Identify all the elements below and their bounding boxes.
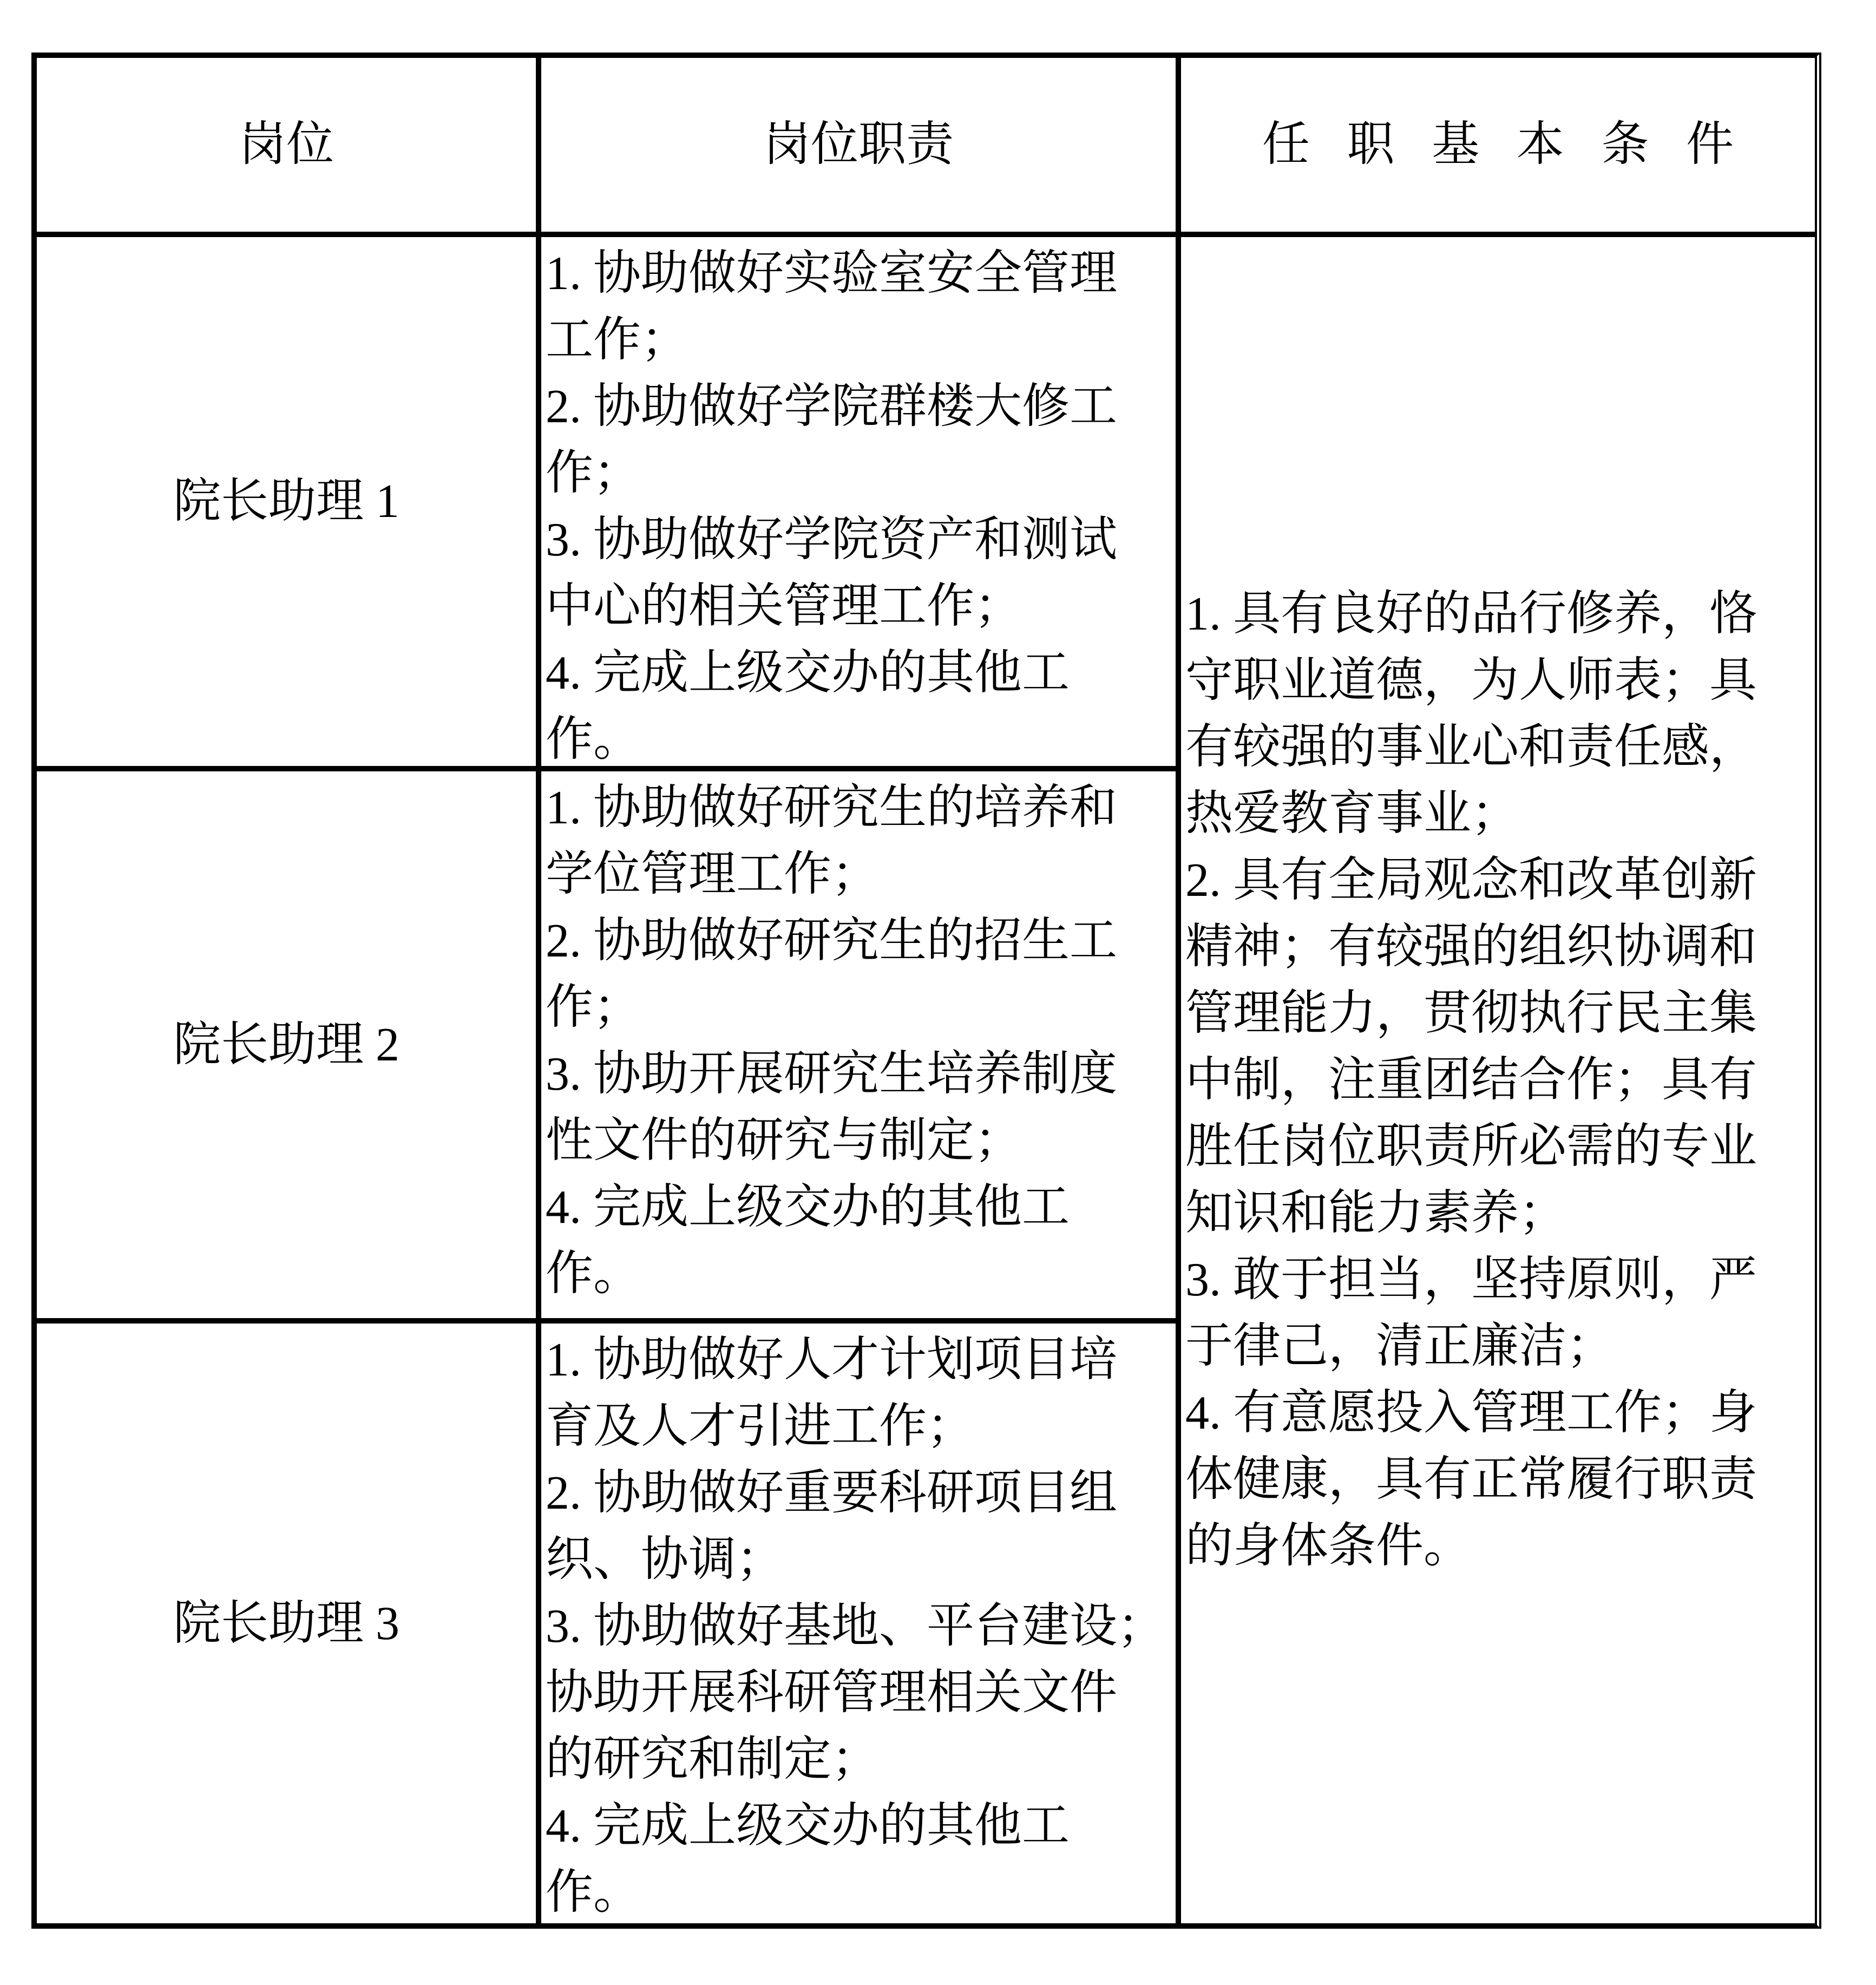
text-line: 2. 协助做好研究生的招生工 xyxy=(546,915,1118,967)
position-label: 院长助理 1 xyxy=(173,475,399,528)
duties-cell-assistant-3 xyxy=(541,1324,1181,1923)
positions-table xyxy=(31,53,1821,1929)
text-line: 性文件的研究与制定； xyxy=(546,1115,1022,1167)
text-line: 精神；有较强的组织协调和 xyxy=(1185,921,1757,973)
text-line: 作。 xyxy=(546,1866,641,1919)
text-line: 4. 有意愿投入管理工作；身 xyxy=(1185,1387,1757,1439)
position-label: 院长助理 3 xyxy=(173,1597,399,1650)
text-line: 工作； xyxy=(546,314,689,366)
text-line: 中心的相关管理工作； xyxy=(546,580,1022,633)
duties-cell-assistant-1 xyxy=(541,237,1181,771)
text-line: 于律己，清正廉洁； xyxy=(1185,1320,1615,1373)
duties-cell-assistant-2 xyxy=(541,771,1181,1324)
text-line: 织、协调； xyxy=(546,1534,784,1586)
header-position xyxy=(37,58,541,237)
text-line: 3. 敢于担当，坚持原则，严 xyxy=(1185,1254,1757,1306)
text-line: 有较强的事业心和责任感， xyxy=(1185,721,1757,774)
text-line: 2. 具有全局观念和改革创新 xyxy=(1185,854,1757,907)
text-line: 胜任岗位职责所必需的专业 xyxy=(1185,1121,1757,1173)
text-line: 4. 完成上级交办的其他工 xyxy=(546,1800,1070,1852)
text-line: 作； xyxy=(546,447,641,500)
text-line: 知识和能力素养； xyxy=(1185,1187,1567,1240)
text-line: 育及人才引进工作； xyxy=(546,1400,975,1453)
text-line: 1. 协助做好人才计划项目培 xyxy=(546,1334,1118,1386)
text-line: 作。 xyxy=(546,713,641,766)
position-cell-assistant-2 xyxy=(37,771,541,1324)
text-line: 的身体条件。 xyxy=(1185,1520,1472,1573)
text-line: 学位管理工作； xyxy=(546,848,880,901)
text-line: 2. 协助做好学院群楼大修工 xyxy=(546,381,1118,433)
text-line: 的研究和制定； xyxy=(546,1733,880,1786)
position-cell-assistant-1 xyxy=(37,237,541,771)
header-requirements xyxy=(1181,58,1815,237)
text-line: 中制，注重团结合作；具有 xyxy=(1185,1054,1757,1106)
header-position-label: 岗位 xyxy=(238,119,334,171)
requirements-cell xyxy=(1181,237,1815,1923)
text-line: 2. 协助做好重要科研项目组 xyxy=(546,1467,1118,1519)
text-line: 4. 完成上级交办的其他工 xyxy=(546,1181,1070,1234)
text-line: 守职业道德，为人师表；具 xyxy=(1185,654,1757,707)
text-line: 1. 协助做好研究生的培养和 xyxy=(546,782,1118,834)
text-line: 热爱教育事业； xyxy=(1185,788,1519,840)
text-line: 1. 具有良好的品行修养，恪 xyxy=(1185,588,1757,640)
text-line: 协助开展科研管理相关文件 xyxy=(546,1667,1118,1719)
text-line: 管理能力，贯彻执行民主集 xyxy=(1185,987,1757,1040)
text-line: 3. 协助做好基地、平台建设； xyxy=(546,1600,1165,1653)
position-label: 院长助理 2 xyxy=(173,1018,399,1071)
text-line: 4. 完成上级交办的其他工 xyxy=(546,647,1070,699)
header-duties-label: 岗位职责 xyxy=(763,119,954,171)
header-duties xyxy=(541,58,1181,237)
text-line: 3. 协助做好学院资产和测试 xyxy=(546,514,1118,566)
text-line: 作。 xyxy=(546,1248,641,1300)
text-line: 3. 协助开展研究生培养制度 xyxy=(546,1048,1118,1100)
text-line: 体健康，具有正常履行职责 xyxy=(1185,1453,1757,1506)
text-line: 作； xyxy=(546,981,641,1034)
header-requirements-label: 任职基本条件 xyxy=(1262,119,1771,171)
position-cell-assistant-3 xyxy=(37,1324,541,1923)
text-line: 1. 协助做好实验室安全管理 xyxy=(546,247,1118,300)
